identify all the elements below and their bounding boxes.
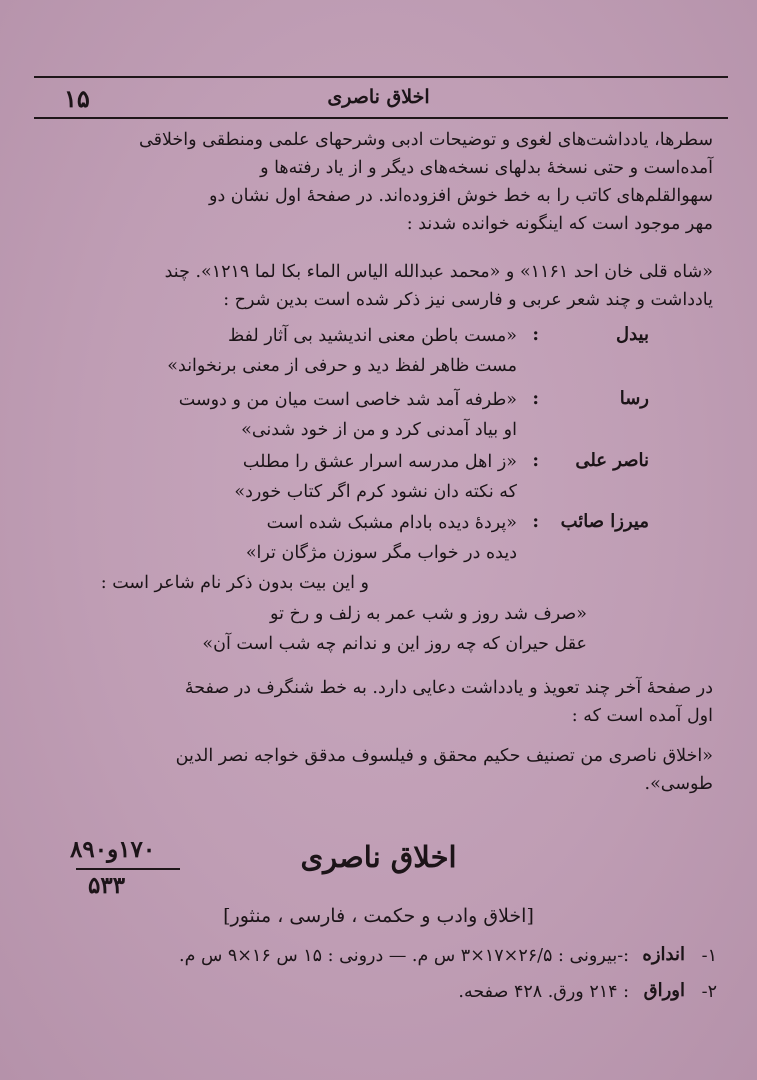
entry-item-label: اوراق [643, 980, 685, 1001]
entry-item-text: : ۲۱۴ ورق. ۴۲۸ صفحه. [458, 982, 629, 1002]
header-rule-top [34, 76, 728, 78]
poet-name: رسا [619, 388, 649, 409]
poet-separator: : [532, 450, 539, 471]
anon-poem-line: عقل حیران که چه روز این و ندانم چه شب است آن» [202, 634, 587, 654]
last-page-line: در صفحهٔ آخر چند تعویذ و یادداشت دعایی دارد. به خط شنگرف در صفحهٔ [184, 678, 713, 698]
poet-name: میرزا صائب [560, 511, 649, 532]
poem-line: «ز اهل مدرسه اسرار عشق را مطلب [242, 452, 517, 472]
poem-line: او بیاد آمدنی کرد و من از خود شدنی» [241, 420, 517, 440]
catalog-number: ۱۷۰و۸۹۰ [70, 836, 156, 863]
entry-title: اخلاق ناصری [300, 840, 457, 874]
entry-subtitle: [اخلاق وادب و حکمت ، فارسی ، منثور] [223, 905, 534, 927]
header-rule-bottom [34, 117, 728, 119]
poet-name: ناصر علی [575, 450, 649, 471]
catalog-subnumber: ۵۳۳ [88, 872, 126, 899]
poem-line: «طرفه آمد شد خاصی است میان من و دوست [178, 390, 517, 410]
poem-line: «مست باطن معنی اندیشید بی آثار لفظ [227, 326, 517, 346]
poem-line: مست ظاهر لفظ دید و حرفی از معنی برنخواند» [167, 356, 517, 376]
poem-line: «پردهٔ دیده بادام مشبک شده است [266, 513, 517, 533]
poet-separator: : [532, 511, 539, 532]
running-title: اخلاق ناصری [327, 86, 430, 108]
last-page-line: اول آمده است که : [571, 706, 713, 726]
entry-item-number: ۲- [701, 982, 717, 1002]
poem-line: دیده در خواب مگر سوزن مژگان ترا» [245, 543, 517, 563]
anon-intro: و این بیت بدون ذکر نام شاعر است : [100, 573, 369, 593]
poet-name: بیدل [616, 324, 649, 345]
seal-line: «شاه قلی خان احد ۱۱۶۱» و «محمد عبدالله الیاس الماء بکا لما ۱۲۱۹». چند [164, 262, 713, 282]
anon-poem-line: «صرف شد روز و شب عمر به زلف و رخ تو [270, 604, 587, 624]
page-number: ۱۵ [64, 84, 90, 113]
intro-line: سطرها، یادداشت‌های لغوی و توضیحات ادبی وشرحهای علمی ومنطقی واخلاقی [139, 130, 713, 150]
intro-line: سهوالقلم‌های کاتب را به خط خوش افزوده‌اند. در صفحهٔ اول نشان دو [209, 186, 713, 206]
entry-item-text: :-بیرونی : ۲۶/۵×۱۷×۳ س م. — درونی : ۱۵ س ۱۶×۹ س م. [179, 946, 629, 966]
poet-separator: : [532, 324, 539, 345]
colophon-line: طوسی». [644, 774, 713, 794]
intro-line: آمده‌است و حتی نسخهٔ بدلهای نسخه‌های دیگر و از یاد رفته‌ها و [260, 158, 713, 178]
poem-line: که نکته دان نشود کرم اگر کتاب خورد» [234, 482, 517, 502]
entry-item-number: ۱- [701, 946, 717, 966]
colophon-line: «اخلاق ناصری من تصنیف حکیم محقق و فیلسوف مدقق خواجه نصر الدین [175, 746, 713, 766]
poet-separator: : [532, 388, 539, 409]
intro-line: مهر موجود است که اینگونه خوانده شدند : [406, 214, 713, 234]
entry-item-label: اندازه [642, 944, 685, 965]
seal-line: یادداشت و چند شعر عربی و فارسی نیز ذکر شده است بدین شرح : [223, 290, 713, 310]
